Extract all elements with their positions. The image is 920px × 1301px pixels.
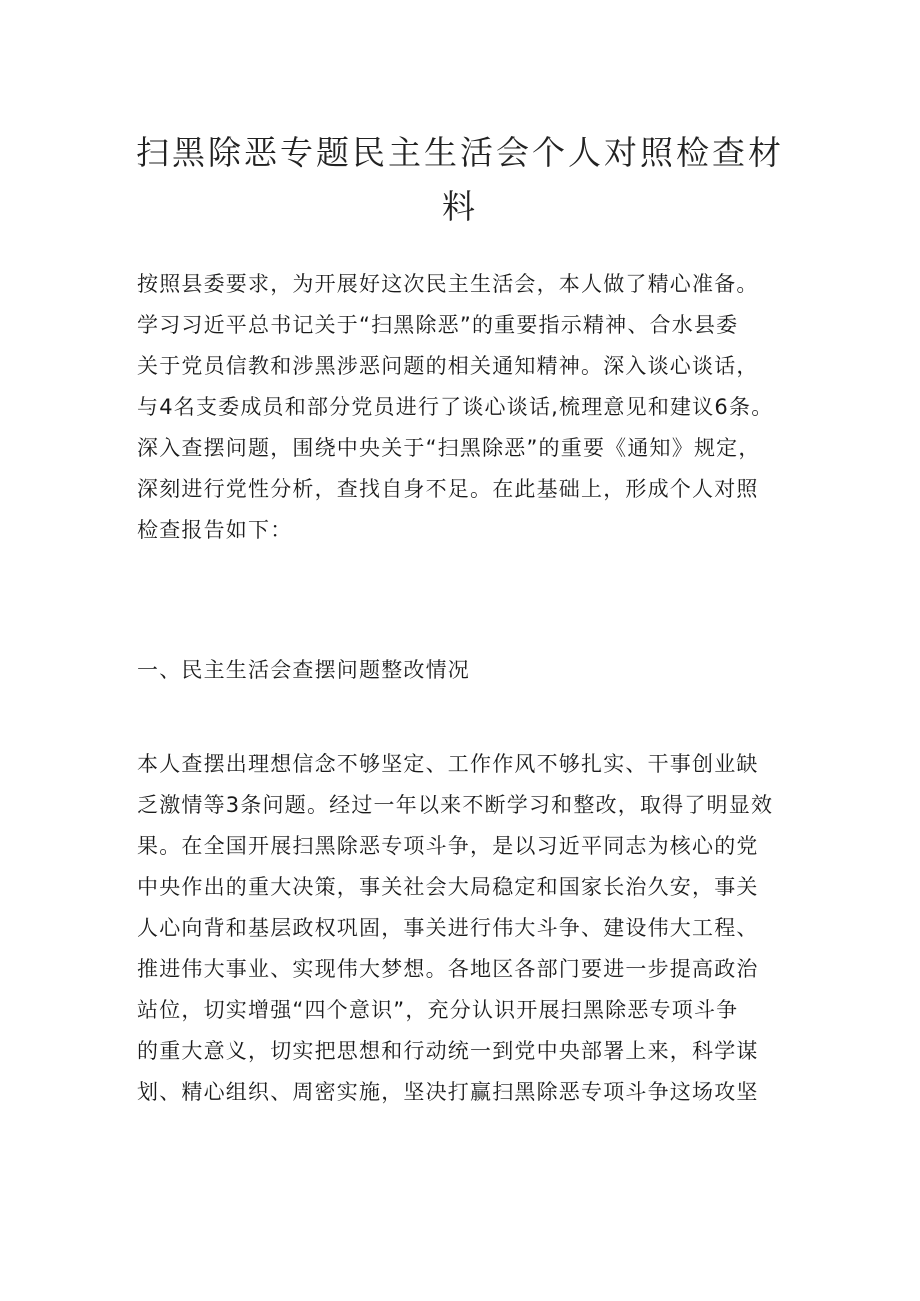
paragraph-line: 推进伟大事业、实现伟大梦想。各地区各部门要进一步提高政治	[137, 957, 759, 981]
paragraph-line: 与4名支委成员和部分党员进行了谈心谈话,梳理意见和建议6条。	[137, 395, 774, 419]
section-body-paragraph	[137, 744, 797, 1113]
section-heading-text: 一、民主生活会查摆问题整改情况	[137, 658, 470, 682]
paragraph-line: 人心向背和基层政权巩固，事关进行伟大斗争、建设伟大工程、	[137, 916, 759, 940]
paragraph-line: 学习习近平总书记关于“扫黑除恶”的重要指示精神、合水县委	[137, 313, 739, 337]
paragraph-line: 按照县委要求，为开展好这次民主生活会，本人做了精心准备。	[137, 272, 759, 296]
document-title: 扫黑除恶专题民主生活会个人对照检查材料	[136, 133, 784, 226]
paragraph-line: 本人查摆出理想信念不够坚定、工作作风不够扎实、干事创业缺	[137, 752, 759, 776]
paragraph-line: 深入查摆问题，围绕中央关于“扫黑除恶”的重要《通知》规定，	[137, 436, 761, 460]
intro-paragraph	[137, 264, 797, 551]
paragraph-line: 乏激情等3条问题。经过一年以来不断学习和整改，取得了明显效	[137, 793, 774, 817]
paragraph-line: 果。在全国开展扫黑除恶专项斗争，是以习近平同志为核心的党	[137, 834, 759, 858]
paragraph-line: 站位，切实增强“四个意识”，充分认识开展扫黑除恶专项斗争	[137, 998, 739, 1022]
paragraph-line: 的重大意义，切实把思想和行动统一到党中央部署上来，科学谋	[137, 1039, 759, 1063]
section-heading	[137, 650, 797, 691]
paragraph-line: 划、精心组织、周密实施，坚决打赢扫黑除恶专项斗争这场攻坚	[137, 1080, 759, 1104]
paragraph-line: 中央作出的重大决策，事关社会大局稳定和国家长治久安，事关	[137, 875, 759, 899]
paragraph-line: 深刻进行党性分析，查找自身不足。在此基础上，形成个人对照	[137, 477, 759, 501]
paragraph-line: 检查报告如下：	[137, 518, 293, 542]
paragraph-line: 关于党员信教和涉黑涉恶问题的相关通知精神。深入谈心谈话，	[137, 354, 759, 378]
